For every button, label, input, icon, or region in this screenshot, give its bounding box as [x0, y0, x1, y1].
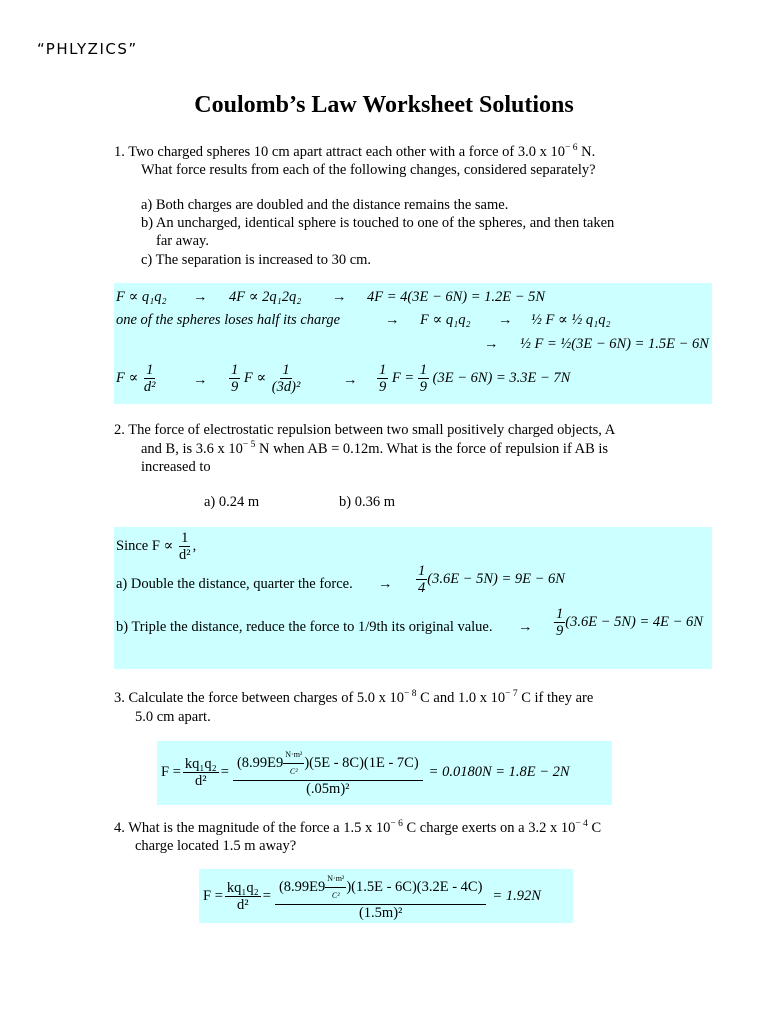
answer-box-2 — [114, 527, 712, 669]
q1-option-a: a) Both charges are doubled and the distance remains the same. — [141, 197, 509, 213]
q2-option-a: a) 0.24 m — [204, 494, 260, 510]
q3-line2: 5.0 cm apart. — [135, 709, 211, 725]
a1-row2-col1: one of the spheres loses half its charge — [116, 312, 341, 328]
q2-line3: increased to — [141, 459, 211, 475]
page-title: Coulomb’s Law Worksheet Solutions — [194, 92, 574, 118]
a1-row2-col2: F ∝ q₁q₂ — [420, 312, 471, 328]
a1-row1-col3: 4F = 4(3E − 6N) = 1.2E − 5N — [367, 289, 546, 305]
q2-line1: 2. The force of electrostatic repulsion between two small positively charged objects, A — [114, 422, 616, 438]
a1-arrow-4: → — [498, 312, 513, 328]
a1-row3: ½ F = ½(3E − 6N) = 1.5E − 6N — [520, 336, 709, 352]
a3-formula: F = $\frac{\text{kq₁q₂}}{\text{d²}}$ = (8.99E9 $\frac{\text{N·m²}}{\text{C²}}$ )(5E - 8C)(1E - 7C) (.05m)² = 0.0180N = 1.8E − 2N — [161, 752, 570, 792]
a1-arrow-6: → — [193, 372, 208, 388]
a1-row2-col3: ½ F ∝ ½ q₁q₂ — [531, 312, 611, 328]
q1-line2: What force results from each of the following changes, considered separately? — [141, 162, 596, 178]
a4-formula: F = $\frac{\text{kq₁q₂}}{\text{d²}}$ = (8.99E9 $\frac{\text{N·m²}}{\text{C²}}$ )(1.5E - 6C)(3.2E - 4C) (1.5m)² = 1.92N — [203, 875, 541, 917]
q1-option-b-cont: far away. — [156, 233, 209, 249]
a1-row1-col2: 4F ∝ 2q₁2q₂ — [229, 289, 302, 305]
a2-arrow-a: → — [378, 576, 393, 592]
q4-line1: 4. What is the magnitude of the force a 1.5 x $10^{- 6}$ C charge exerts on a 3.2 x $10^{- 4}$ C — [114, 819, 602, 836]
q3-line1: 3. Calculate the force between charges of 5.0 x $10^{- 8}$ C and 1.0 x $10^{- 7}$ C if they are — [114, 689, 594, 706]
brand-label: “PHLYZICS” — [37, 40, 138, 58]
a1-row1-col1: F ∝ q₁q₂ — [116, 289, 167, 305]
a2-arrow-b: → — [518, 619, 533, 635]
a1-row4-col1: F ∝ $\frac{1}{\text{d²}}$ — [116, 362, 156, 395]
q4-line2: charge located 1.5 m away? — [135, 838, 297, 854]
a1-arrow-3: → — [385, 312, 400, 328]
a2-line-b: b) Triple the distance, reduce the force to 1/9th its original value. — [116, 619, 493, 635]
a2-calc-a: $\frac{1}{4}$ (3.6E − 5N) = 9E − 6N — [418, 563, 565, 596]
a1-arrow-1: → — [193, 289, 208, 305]
a1-row4-col2: $\frac{1}{9}$ F ∝ $\frac{1}{\text{(3d)²}}$ — [231, 362, 301, 395]
a2-line-a: a) Double the distance, quarter the force. — [116, 576, 353, 592]
a1-arrow-7: → — [343, 372, 358, 388]
q1-line1: 1. Two charged spheres 10 cm apart attract each other with a force of 3.0 x $10^{- 6}$ N. — [114, 143, 596, 160]
a1-arrow-5: → — [484, 336, 499, 352]
a2-calc-b: $\frac{1}{9}$ (3.6E − 5N) = 4E − 6N — [556, 606, 703, 639]
q1-option-c: c) The separation is increased to 30 cm. — [141, 252, 372, 268]
a2-since: Since F ∝ $\frac{1}{\text{d²}}$ , — [116, 530, 197, 563]
a1-arrow-2: → — [332, 289, 347, 305]
a1-row4-col3: $\frac{1}{9}$ F = $\frac{1}{9}$ (3E − 6N) = 3.3E − 7N — [379, 362, 571, 395]
q1-option-b: b) An uncharged, identical sphere is touched to one of the spheres, and then taken — [141, 215, 615, 231]
q2-option-b: b) 0.36 m — [339, 494, 395, 510]
q2-line2: and B, is 3.6 x $10^{- 5}$ N when AB = 0.12m. What is the force of repulsion if AB is — [141, 440, 609, 457]
